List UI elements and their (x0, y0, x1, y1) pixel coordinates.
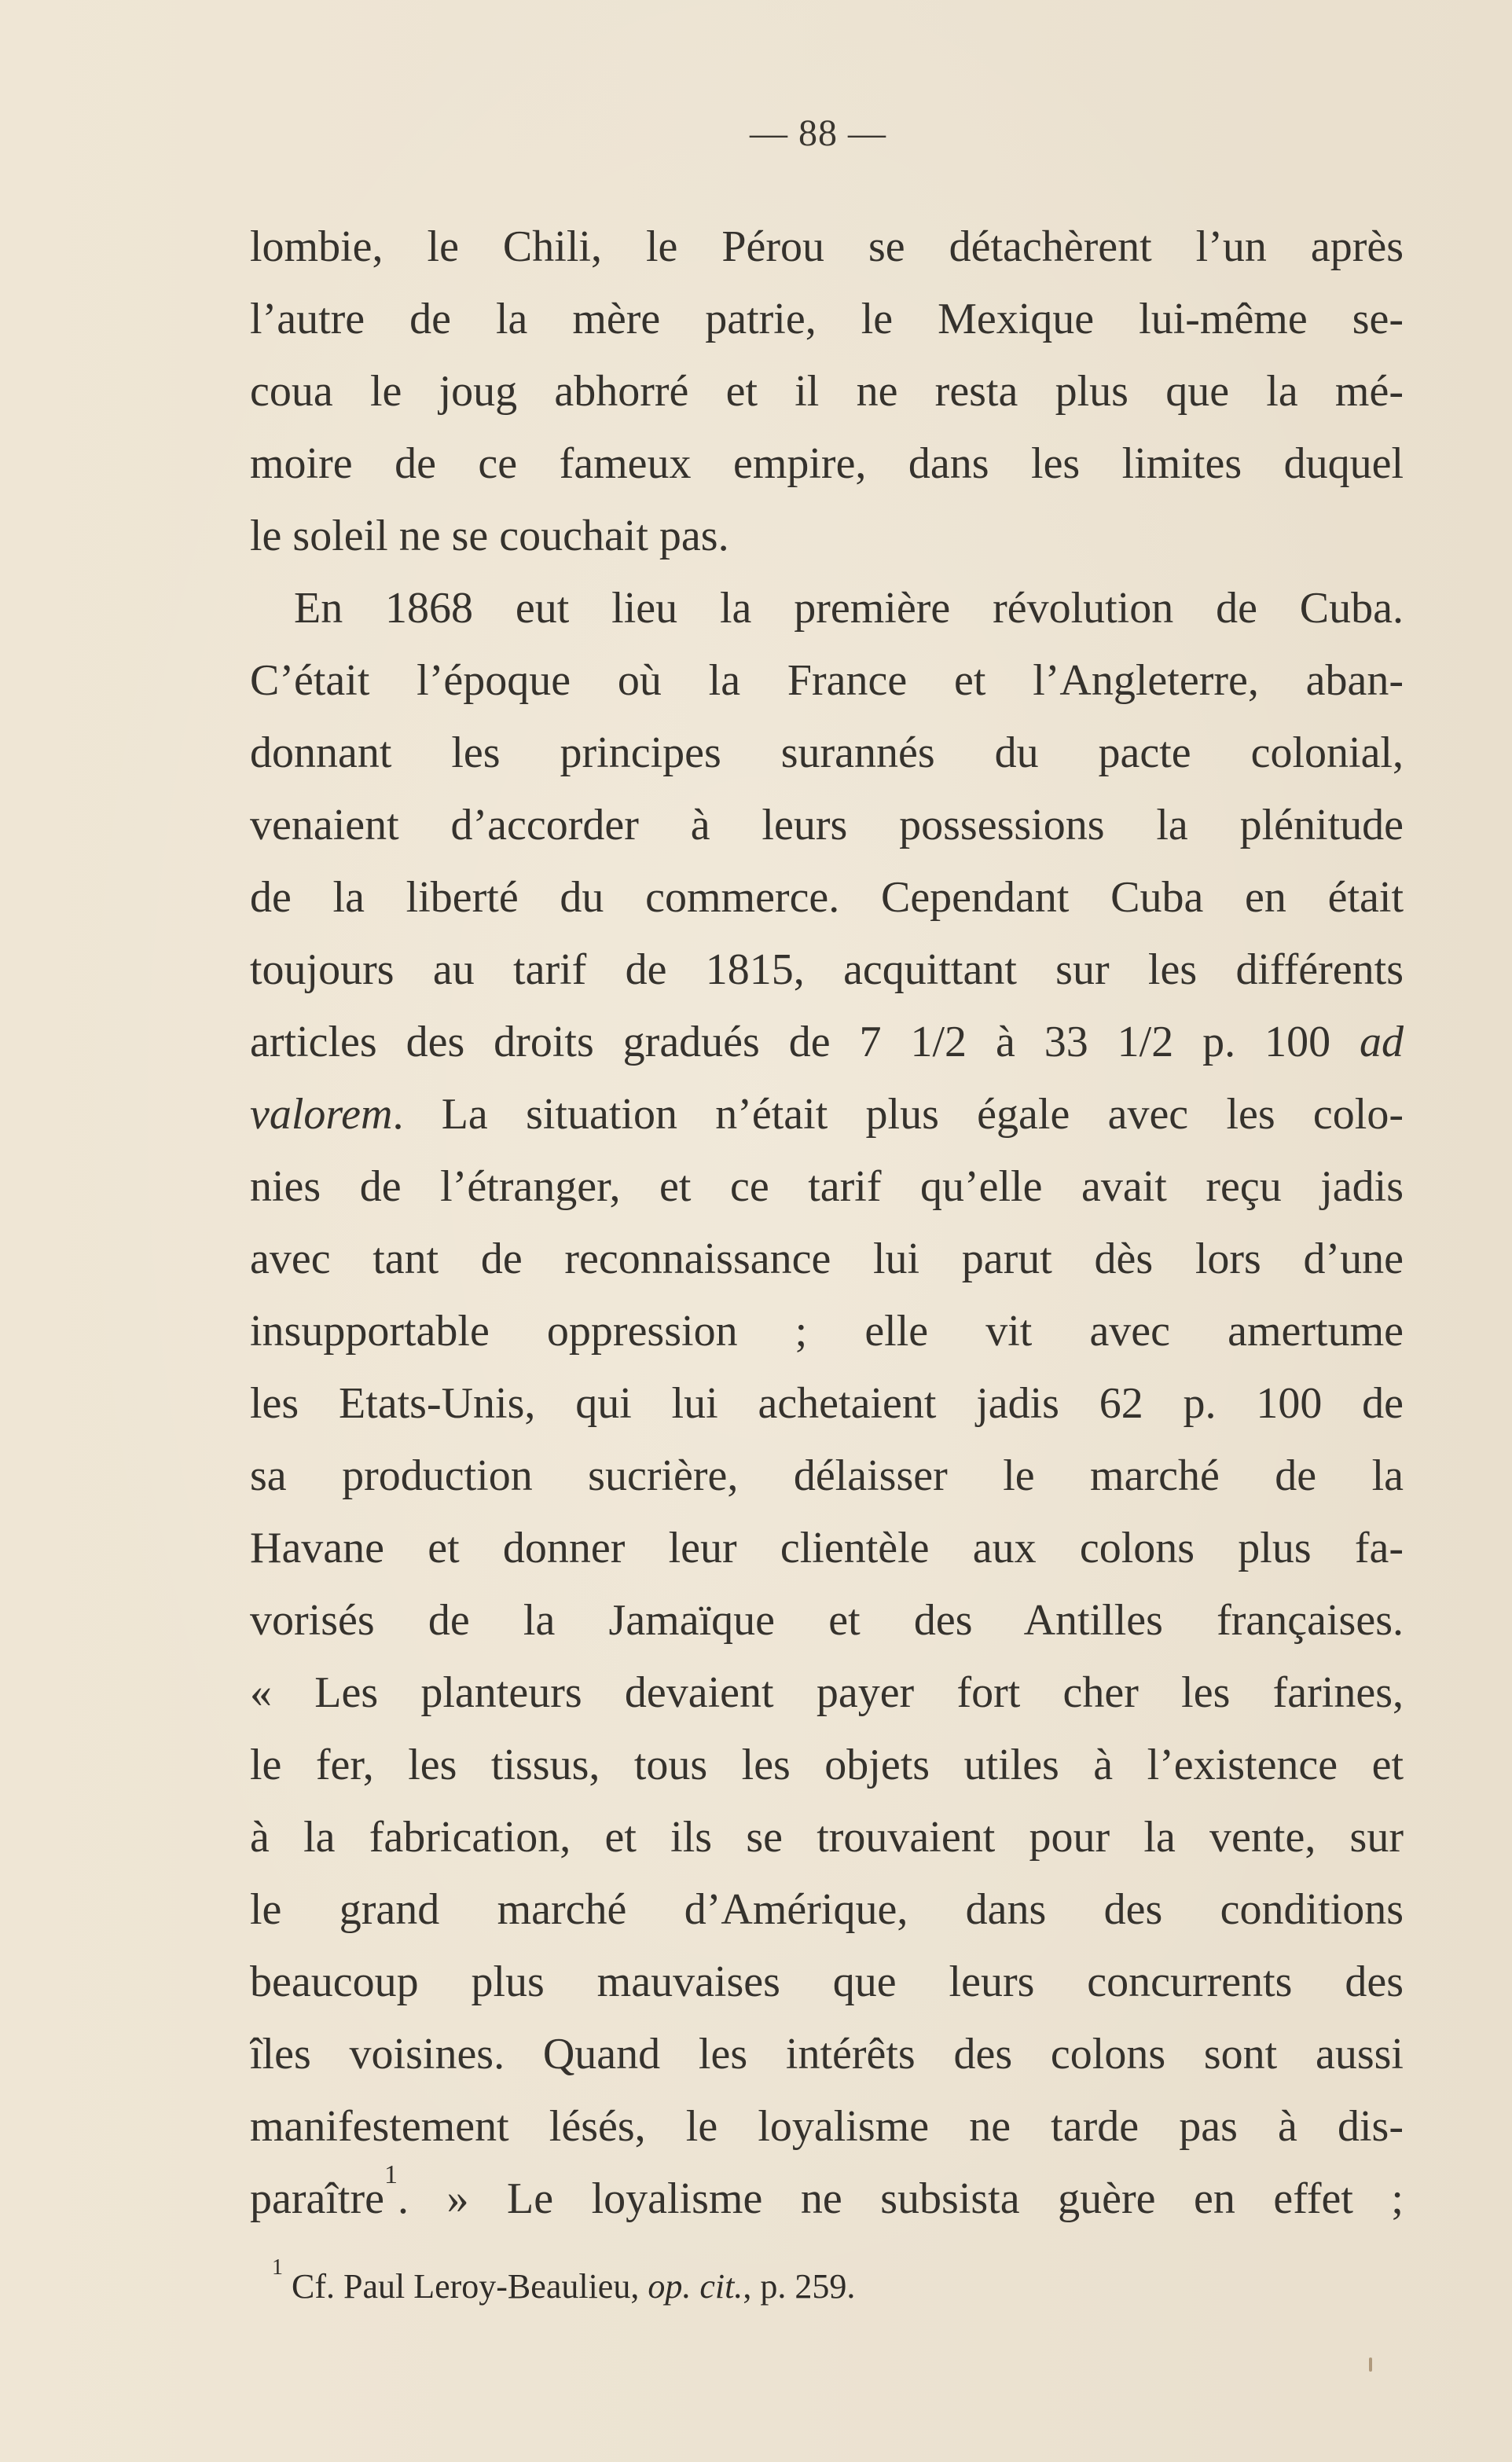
footnote-text: Cf. Paul Leroy-Beaulieu, (283, 2267, 648, 2306)
footnote-italic: op. cit. (648, 2267, 743, 2306)
text-line: beaucoup plus mauvaises que leurs concurrents des (250, 1957, 1404, 2006)
text-line: insupportable oppression ; elle vit avec amertume (250, 1307, 1404, 1356)
paper-speck (1369, 2357, 1372, 2372)
text-line: vorisés de la Jamaïque et des Antilles françaises. (250, 1596, 1404, 1645)
footnote-reference: 1 (384, 2163, 398, 2190)
text-segment: . » Le loyalisme ne subsista guère en effet ; (397, 2174, 1404, 2223)
text-line: le fer, les tissus, tous les objets utiles à l’existence et (250, 1741, 1404, 1789)
text-line: Havane et donner leur clientèle aux colons plus fa- (250, 1524, 1404, 1572)
text-line: l’autre de la mère patrie, le Mexique lui-même se- (250, 295, 1404, 343)
text-line: C’était l’époque où la France et l’Angleterre, aban- (250, 656, 1404, 705)
text-line: nies de l’étranger, et ce tarif qu’elle avait reçu jadis (250, 1162, 1404, 1211)
text-line: avec tant de reconnaissance lui parut dès lors d’une (250, 1235, 1404, 1283)
italic-text: valorem (250, 1090, 393, 1139)
page-number: — 88 — (750, 112, 886, 154)
text-line: de la liberté du commerce. Cependant Cuba en était (250, 873, 1404, 922)
text-line: venaient d’accorder à leurs possessions la plénitude (250, 801, 1404, 849)
text-segment: . La situation n’était plus égale avec les colo- (392, 1090, 1404, 1139)
text-line: le grand marché d’Amérique, dans des conditions (250, 1885, 1404, 1934)
footnote-text: , p. 259. (743, 2267, 856, 2306)
text-line (250, 2163, 1404, 2235)
footnote-marker: 1 (272, 2255, 283, 2280)
text-line (250, 1006, 1404, 1078)
text-line: îles voisines. Quand les intérêts des colons sont aussi (250, 2030, 1404, 2079)
text-line: « Les planteurs devaient payer fort cher les farines, (250, 1668, 1404, 1717)
footnote (272, 2255, 1372, 2310)
text-line: manifestement lésés, le loyalisme ne tarde pas à dis- (250, 2102, 1404, 2151)
italic-text: ad (1360, 1018, 1404, 1066)
body-text (250, 211, 1404, 2235)
text-line: donnant les principes surannés du pacte colonial, (250, 728, 1404, 777)
text-line: toujours au tarif de 1815, acquittant sur les différents (250, 945, 1404, 994)
text-line: coua le joug abhorré et il ne resta plus que la mé- (250, 367, 1404, 416)
text-line: sa production sucrière, délaisser le marché de la (250, 1451, 1404, 1500)
text-line: à la fabrication, et ils se trouvaient pour la vente, sur (250, 1813, 1404, 1862)
text-line: le soleil ne se couchait pas. (250, 512, 729, 560)
text-line: moire de ce fameux empire, dans les limites duquel (250, 439, 1404, 488)
text-segment: paraître (250, 2174, 384, 2223)
text-line: lombie, le Chili, le Pérou se détachèrent l’un après (250, 222, 1404, 271)
text-segment: articles des droits gradués de 7 1/2 à 33 1/2 p. 100 (250, 1018, 1331, 1066)
text-line: les Etats-Unis, qui lui achetaient jadis 62 p. 100 de (250, 1379, 1404, 1428)
text-line (250, 1078, 1404, 1150)
text-line: En 1868 eut lieu la première révolution de Cuba. (294, 584, 1404, 633)
